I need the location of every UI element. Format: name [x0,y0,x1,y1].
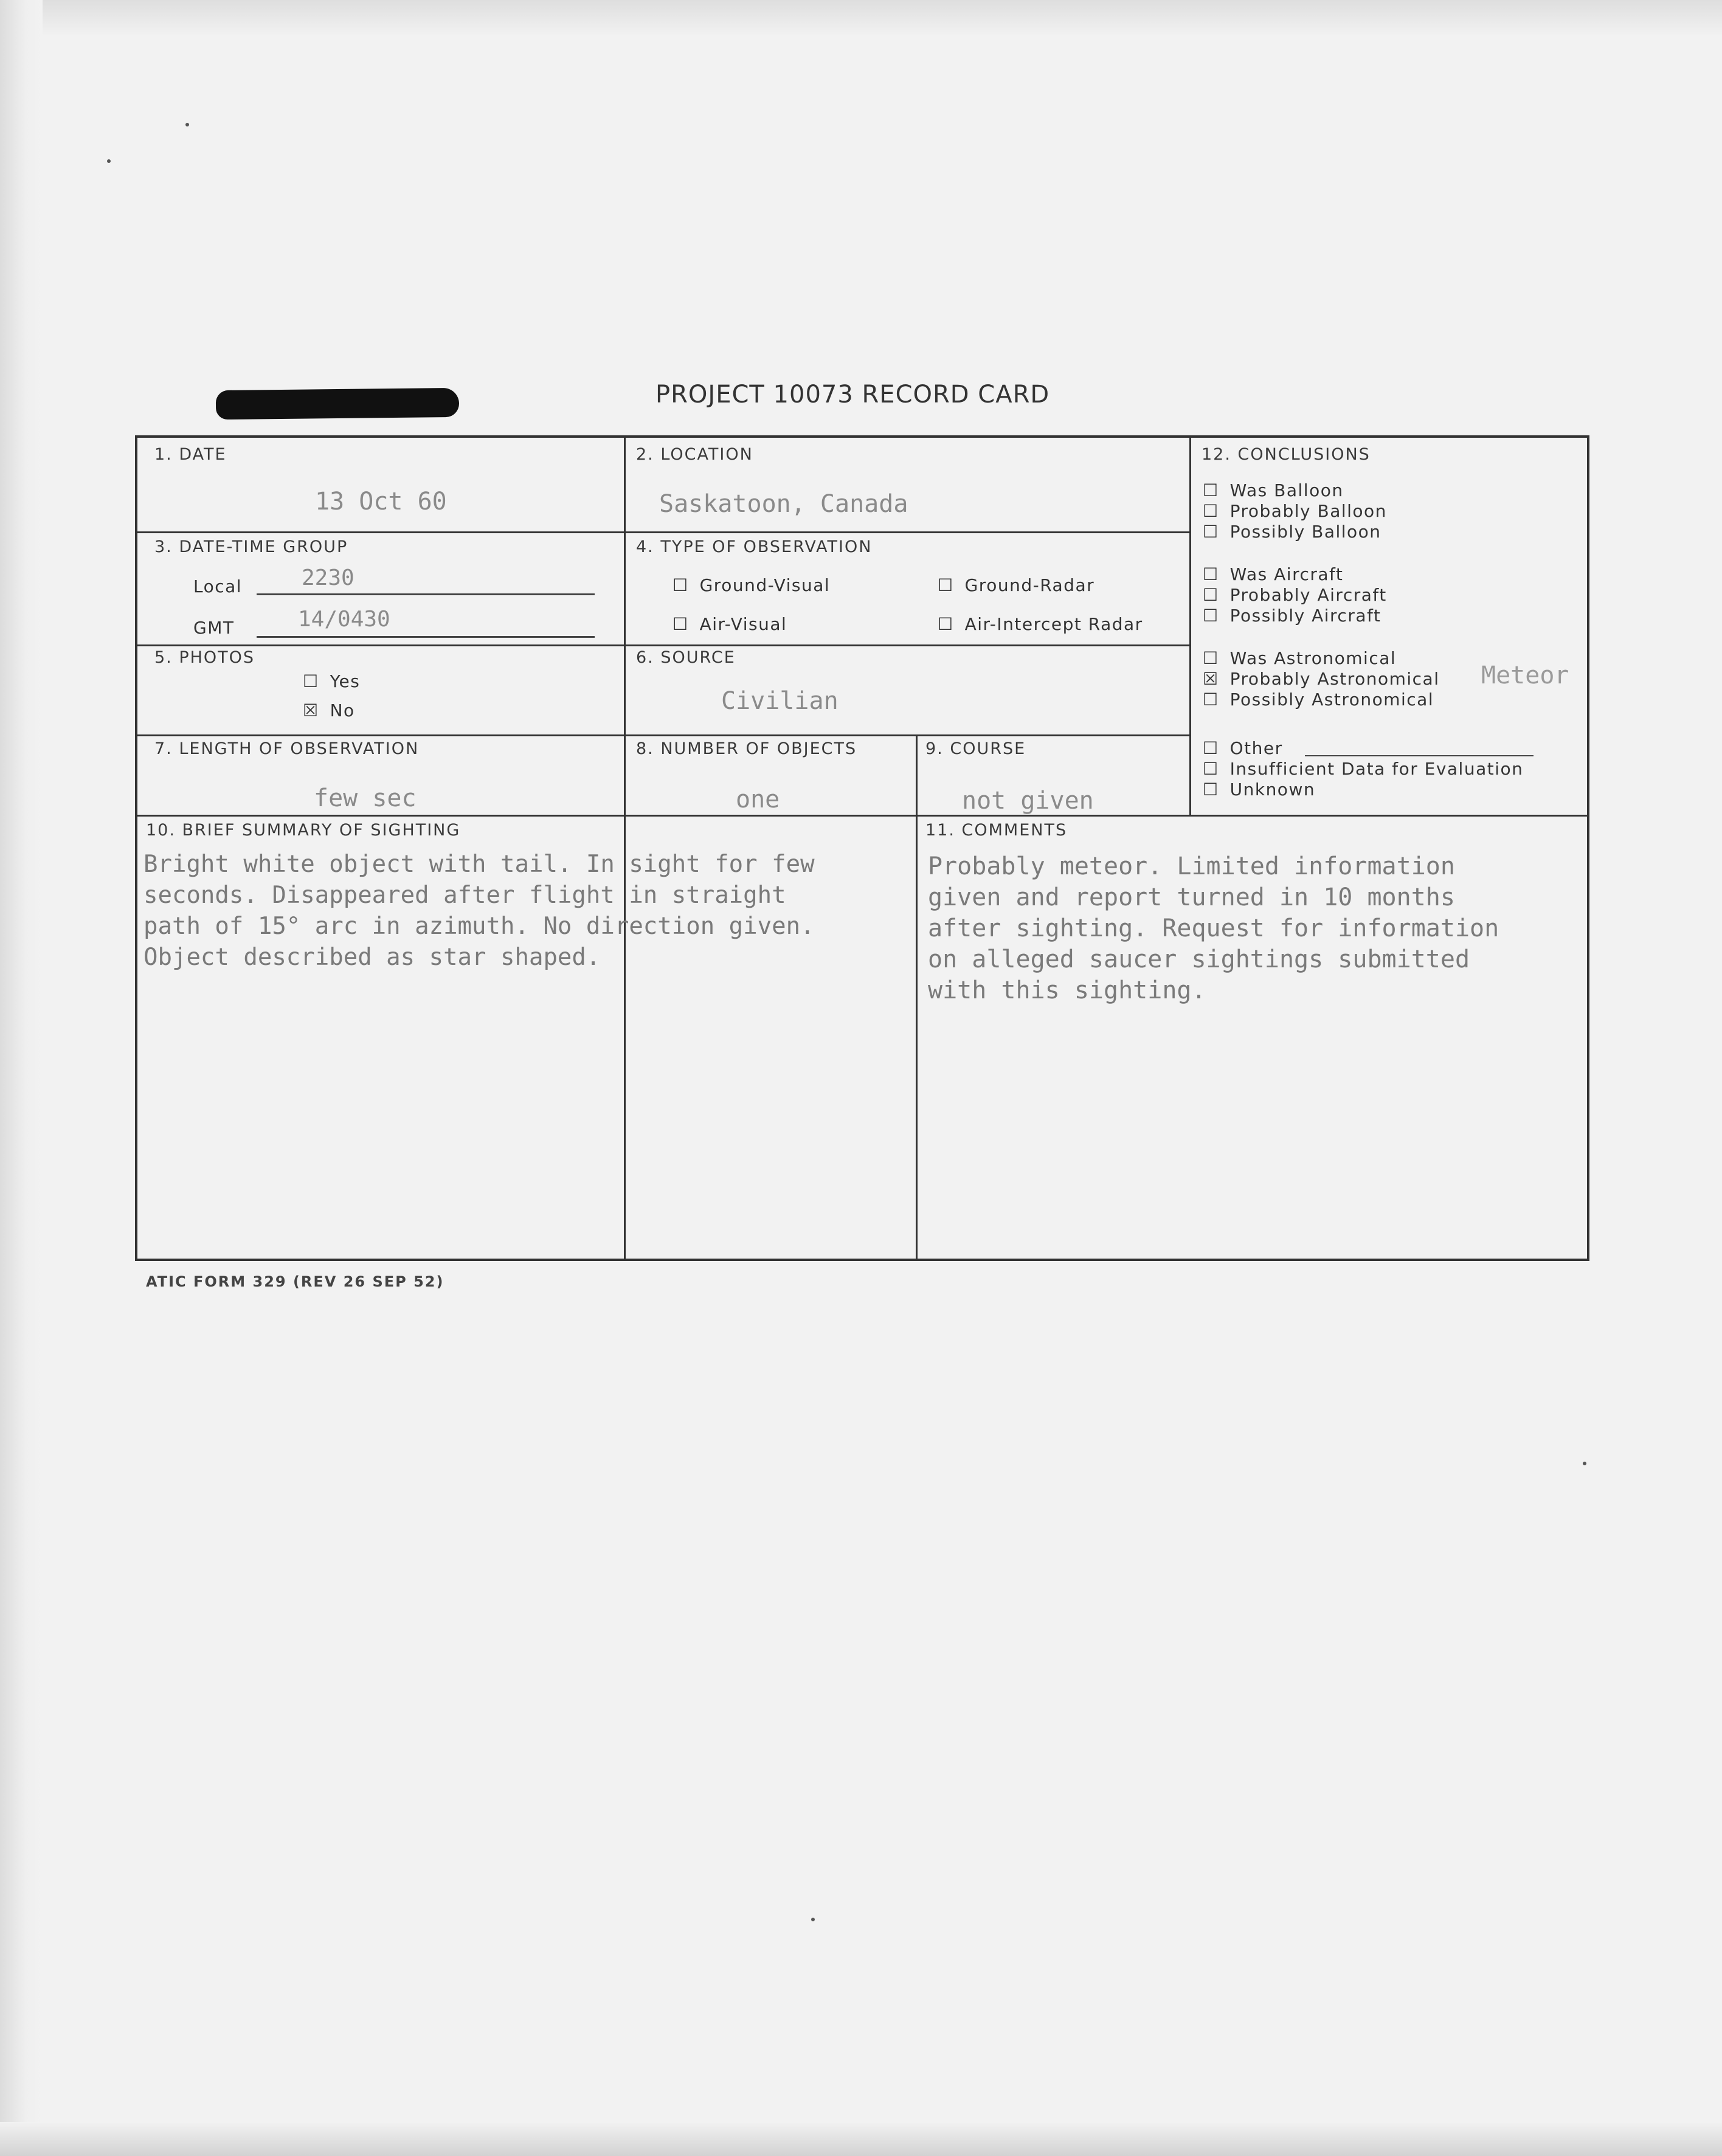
length-value: few sec [314,784,417,812]
divider [137,815,1587,817]
dust-speck [107,159,111,163]
scan-edge-left [0,0,43,2156]
conclusion-was-astronomical: ☐ Was Astronomical [1203,648,1397,668]
divider [137,531,1189,533]
comments-text [928,851,1499,1006]
dust-speck [811,1918,815,1921]
course-label: 9. COURSE [925,739,1026,758]
location-label: 2. LOCATION [636,445,753,464]
gmt-label: GMT [193,618,235,638]
divider [916,736,918,1259]
conclusion-possibly-balloon: ☐ Possibly Balloon [1203,522,1381,542]
conclusion-probably-astronomical: ☒ Probably Astronomical [1203,669,1440,689]
conclusion-other: ☐ Other [1203,738,1283,758]
conclusion-was-balloon: ☐ Was Balloon [1203,480,1344,500]
conclusion-annotation: Meteor [1481,662,1569,689]
date-label: 1. DATE [154,445,227,464]
divider [1189,438,1191,815]
observation-type-label: 4. TYPE OF OBSERVATION [636,537,873,556]
scan-edge-bottom [0,2122,1722,2156]
conclusion-unknown: ☐ Unknown [1203,779,1316,800]
conclusion-was-aircraft: ☐ Was Aircraft [1203,564,1344,584]
length-label: 7. LENGTH OF OBSERVATION [154,739,420,758]
number-objects-label: 8. NUMBER OF OBJECTS [636,739,857,758]
option-air-visual: ☐ Air-Visual [673,614,787,634]
card-title: PROJECT 10073 RECORD CARD [655,381,1050,409]
comments-line: Probably meteor. Limited information [928,852,1455,880]
conclusion-probably-aircraft: ☐ Probably Aircraft [1203,585,1387,605]
dtg-label: 3. DATE-TIME GROUP [154,537,348,556]
comments-line: after sighting. Request for information [928,914,1499,942]
comments-line: with this sighting. [928,976,1206,1004]
dust-speck [1583,1462,1586,1465]
divider [624,438,626,1259]
conclusion-possibly-aircraft: ☐ Possibly Aircraft [1203,606,1381,626]
other-underline [1305,755,1534,756]
summary-text [144,849,815,973]
summary-line: Bright white object with tail. In sight for few [144,851,815,878]
summary-line: seconds. Disappeared after flight in straight [144,882,786,909]
location-value: Saskatoon, Canada [659,490,908,518]
conclusion-insufficient-data: ☐ Insufficient Data for Evaluation [1203,759,1524,779]
conclusion-possibly-astronomical: ☐ Possibly Astronomical [1203,689,1434,710]
summary-line: Object described as star shaped. [144,944,601,971]
option-air-intercept-radar: ☐ Air-Intercept Radar [938,614,1143,634]
number-objects-value: one [736,786,780,814]
source-value: Civilian [721,687,839,715]
local-value: 2230 [302,565,354,590]
photos-no: ☒ No [303,700,355,720]
dust-speck [185,123,189,126]
local-label: Local [193,576,243,596]
gmt-value: 14/0430 [298,607,390,632]
conclusions-label: 12. CONCLUSIONS [1202,445,1371,464]
comments-line: given and report turned in 10 months [928,883,1455,911]
comments-line: on alleged saucer sightings submitted [928,945,1470,973]
photos-label: 5. PHOTOS [154,648,255,667]
local-underline [257,593,595,595]
scan-edge-top [0,0,1722,36]
divider [137,734,1189,736]
conclusion-probably-balloon: ☐ Probably Balloon [1203,501,1387,521]
option-ground-visual: ☐ Ground-Visual [673,575,831,595]
form-footer: ATIC FORM 329 (REV 26 SEP 52) [146,1273,444,1290]
date-value: 13 Oct 60 [315,488,447,516]
record-card [135,435,1589,1261]
course-value: not given [962,787,1094,815]
divider [137,644,1189,646]
redaction-mark [216,388,459,420]
summary-line: path of 15° arc in azimuth. No direction given. [144,913,815,940]
summary-label: 10. BRIEF SUMMARY OF SIGHTING [146,821,461,840]
comments-label: 11. COMMENTS [925,821,1068,840]
gmt-underline [257,636,595,638]
photos-yes: ☐ Yes [303,671,361,691]
option-ground-radar: ☐ Ground-Radar [938,575,1095,595]
source-label: 6. SOURCE [636,648,736,667]
